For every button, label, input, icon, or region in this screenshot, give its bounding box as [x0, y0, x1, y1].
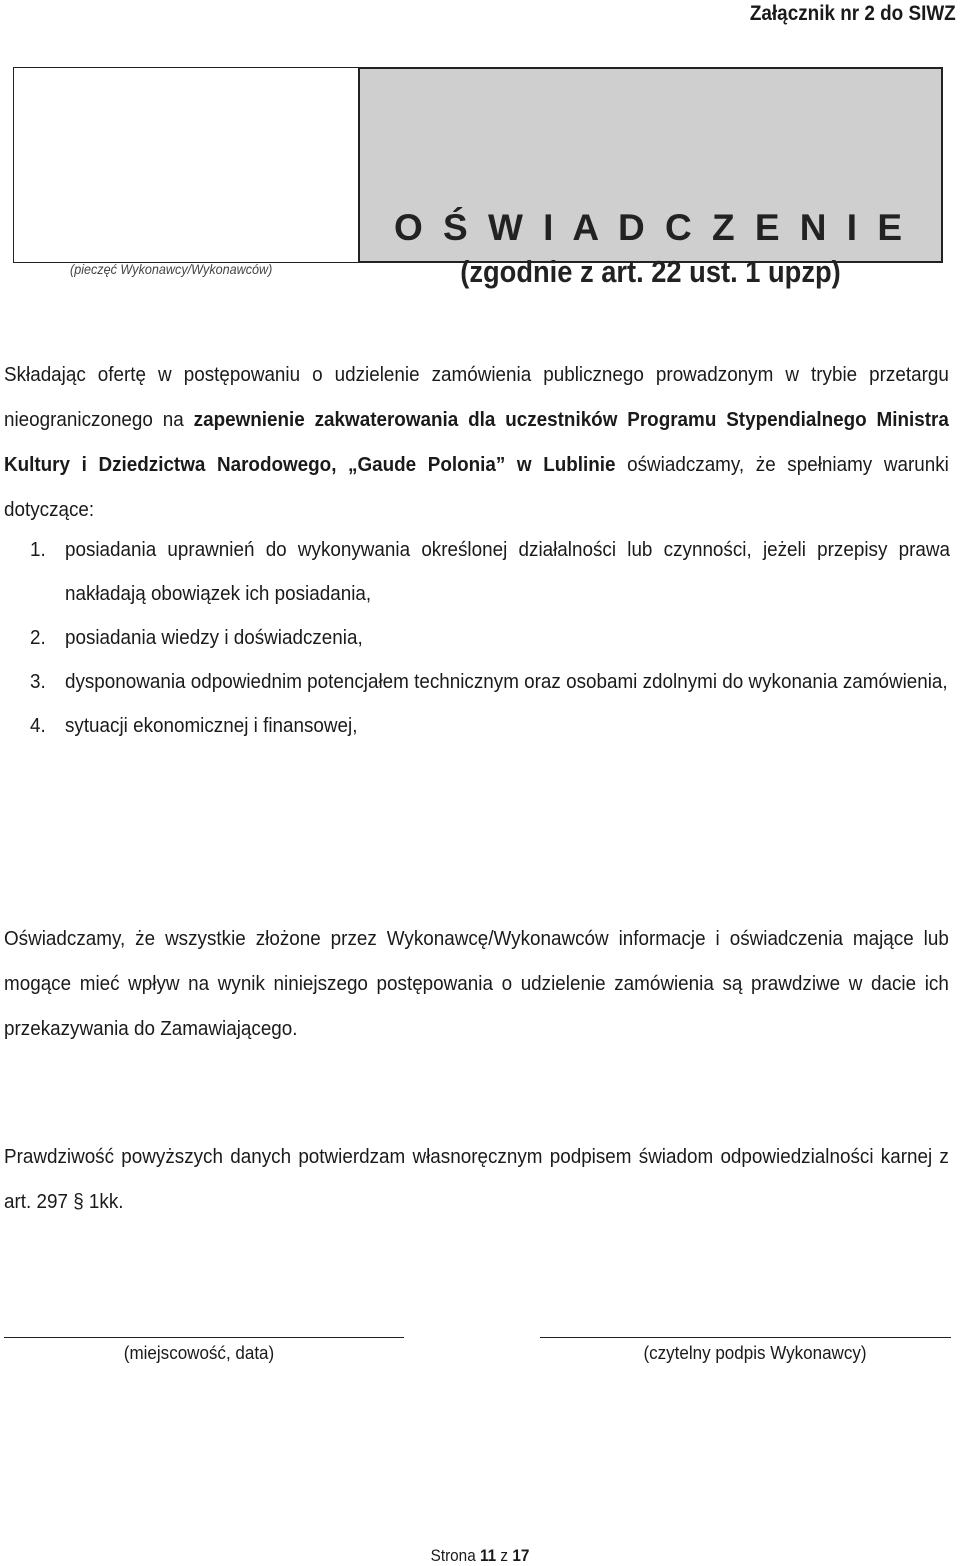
intro-text-2: oświadczamy, że spełniamy warunki dotyczące: [4, 453, 949, 521]
list-item-number: 2. [30, 626, 46, 649]
list-item-text: sytuacji ekonomicznej i finansowej, [64, 714, 358, 737]
stamp-caption: (pieczęć Wykonawcy/Wykonawców) [70, 261, 273, 277]
contractor-stamp-box [13, 67, 360, 263]
list-item-text: dysponowania odpowiednim potencjałem technicznym oraz osobami zdolnymi do wykonania zamówienia, [64, 670, 948, 693]
signature-label: (czytelny podpis Wykonawcy) [643, 1342, 867, 1363]
footer-prefix: Strona [430, 1546, 476, 1565]
page-number: 11 [479, 1546, 497, 1565]
confirmation-paragraph: Prawdziwość powyższych danych potwierdzam własnoręcznym podpisem świadom odpowiedzialności karnej z art. 297 § 1kk. [4, 1145, 949, 1213]
signature-line [540, 1337, 951, 1338]
list-item [30, 704, 950, 748]
list-item [30, 528, 950, 616]
intro-text-1: Składając ofertę w postępowaniu o udzielenie zamówienia publicznego prowadzonym w trybie przetargu nieograniczonego na [4, 363, 949, 431]
list-item-number: 1. [30, 538, 46, 561]
place-date-label: (miejscowość, data) [123, 1342, 275, 1363]
document-title: O Ś W I A D C Z E N I E [393, 207, 908, 248]
page-footer [48, 1546, 912, 1566]
list-item-text: posiadania uprawnień do wykonywania określonej działalności lub czynności, jeżeli przepisy prawa nakładają obowiązek ich posiadania, [64, 538, 950, 605]
list-item [30, 660, 950, 704]
intro-subject: zapewnienie zakwaterowania dla uczestników Programu Stypendialnego Ministra Kultury i Dziedzictwa Narodowego, „Gaude Polonia” w Lublinie [4, 408, 949, 476]
intro-paragraph [4, 352, 949, 532]
declaration-paragraph: Oświadczamy, że wszystkie złożone przez Wykonawcę/Wykonawców informacje i oświadczenia mające lub mogące mieć wpływ na wynik niniejszego postępowania o udzielenie zamówienia są prawdziwe w dacie ich przekazywania do Zamawiającego. [4, 927, 949, 1040]
list-item-number: 3. [30, 670, 46, 693]
place-date-line [4, 1337, 404, 1338]
title-box [358, 67, 943, 289]
attachment-label: Załącznik nr 2 do SIWZ [750, 2, 956, 25]
list-item-text: posiadania wiedzy i doświadczenia, [64, 626, 363, 649]
document-subtitle: (zgodnie z art. 22 ust. 1 upzp) [460, 254, 841, 289]
footer-separator: z [500, 1546, 509, 1565]
list-item [30, 616, 950, 660]
conditions-list [30, 528, 950, 748]
list-item-number: 4. [30, 714, 46, 737]
page-total: 17 [512, 1546, 530, 1565]
